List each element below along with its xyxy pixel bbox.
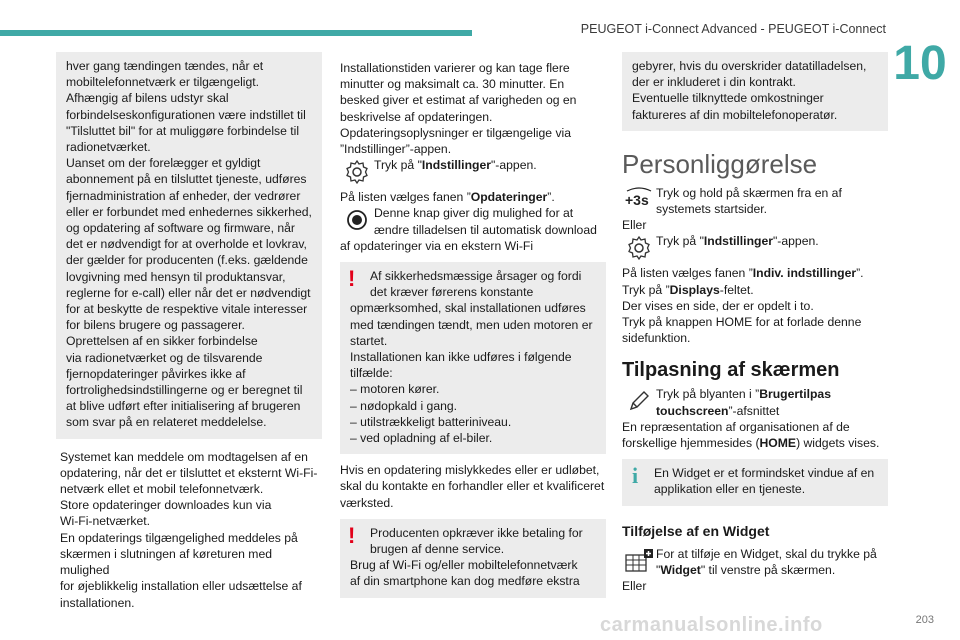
updates-tab-label: Opdateringer [470, 190, 548, 205]
text-line: – nødopkald i gang. [350, 398, 458, 413]
text-line: fjernopdateringer påvirkes ikke af [66, 366, 246, 381]
settings-app-label: Indstillinger [421, 158, 491, 173]
watermark: carmanualsonline.info [600, 614, 823, 636]
text-line: Store opdateringer downloades kun via [60, 498, 272, 513]
step-text: Tryk på " [374, 158, 422, 173]
text-line: Oprettelsen af en sikker forbindelse [66, 334, 258, 349]
page-number: 203 [915, 614, 934, 626]
privacy-info-box [56, 52, 322, 439]
home-label: HOME [759, 436, 797, 451]
text-line: mobiltelefonnetværk er tilgængeligt. [66, 75, 260, 90]
press-hold-text [656, 185, 888, 217]
representation-text [622, 419, 888, 435]
text-line: – utilstrækkeligt batteriniveau. [350, 414, 512, 429]
text-line: Systemet kan meddele om modtagelsen af en [60, 449, 308, 464]
text-line: gebyrer, hvis du overskrider datatilladelsen, [632, 59, 867, 73]
widget-step-row [622, 546, 888, 578]
text-line: – ved opladning af el-biler. [350, 431, 493, 446]
failure-text [340, 462, 606, 511]
heading-screen-customisation: Tilpasning af skærmen [622, 359, 840, 382]
press-hold-step-row [622, 185, 888, 217]
update-notice-text [56, 449, 322, 611]
updates-tab-line [340, 189, 606, 205]
text-line: som svar på en relateret meddelelse. [66, 415, 267, 430]
custom-tab-label: Indiv. indstillinger [752, 266, 857, 281]
text-line: brugen af denne service. [370, 542, 505, 557]
text-line: opdatering, når det er tilsluttet et eksternt Wi-Fi- [60, 465, 318, 480]
line-text: Tryk på ” [622, 282, 670, 297]
info-icon: i [632, 463, 639, 489]
text-line: Installationen kan ikke udføres i følgende [350, 350, 572, 365]
line-text: ) widgets vises. [796, 436, 880, 451]
column-2 [340, 60, 606, 598]
pencil-icon [622, 386, 656, 416]
displays-line [622, 282, 888, 298]
pencil-step-row [622, 386, 888, 418]
text-line: sidefunktion. [622, 331, 691, 346]
text-line: tilfælde: [350, 366, 393, 381]
text-line: Afhængig af bilens udstyr skal [66, 91, 229, 106]
text-line: ændre tilladelsen til automatisk download [374, 222, 597, 237]
text-line: abonnement på en tilsluttet tjeneste, udføres [66, 172, 307, 187]
radio-button-icon [340, 205, 374, 235]
split-page-text: Der vises en side, der er opdelt i to. [622, 298, 814, 313]
text-line: for øjeblikkelig installation eller udsættelse af [60, 579, 302, 594]
text-line: Opdateringsoplysninger er tilgængelige via [340, 125, 572, 140]
text-line: skal du kontakte en forhandler eller et kvalificeret [340, 479, 605, 494]
text-line: Uanset om der forelægger et gyldigt [66, 156, 261, 171]
text-line: Tryk på knappen HOME for at forlade denne [622, 315, 862, 330]
text-line: at blive udført efter initialisering af brugeren [66, 399, 301, 414]
text-line: for bilens brugere og passagerer. [66, 318, 245, 333]
warning-lead [348, 522, 596, 557]
column-3 [622, 52, 888, 594]
text-line: Eventuelle tilknyttede omkostninger [632, 91, 824, 106]
text-line: hver gang tændingen tændes, når et [66, 59, 264, 73]
text-line: der er inkluderet i din kontrakt. [632, 75, 796, 90]
warning-icon: ! [348, 266, 356, 292]
text-line: via radionetværket og de tilsvarende [66, 350, 263, 365]
text-line: det kræver førerens konstante [370, 285, 534, 300]
or-text: Eller [622, 579, 647, 594]
text-line: fjernadministration af enheder, der vedrører [66, 188, 301, 203]
text-line: forbindelseskonfigurationen være indstillet til [66, 107, 306, 122]
text-line: og opdatering af software og firmware, når [66, 221, 295, 236]
home-exit-text [622, 314, 888, 346]
text-line: Af sikkerhedsmæssige årsager og fordi [370, 269, 582, 284]
warning-body [350, 300, 596, 446]
step-text: Tryk på " [656, 234, 704, 249]
step-text: " [656, 562, 661, 577]
page-header-title: PEUGEOT i-Connect Advanced - PEUGEOT i-Connect [580, 22, 886, 36]
line-text: På listen vælges fanen ” [340, 190, 471, 205]
widget-grid-icon [622, 546, 656, 576]
text-line: der gælder for producenten (f.eks. gældende [66, 253, 308, 268]
chapter-number: 10 [893, 37, 947, 90]
text-line: Brug af Wi-Fi og/eller mobiltelefonnetværk [350, 558, 578, 573]
widget-info-box [622, 459, 888, 505]
customise-label: Brugertilpas [759, 387, 831, 402]
text-line: Denne knap giver dig mulighed for at [374, 206, 574, 221]
settings-gear-icon [340, 157, 374, 187]
text-line: eller er forbundet med enhedernes sikkerhed, [66, 204, 312, 219]
line-text: -feltet. [719, 282, 754, 297]
auto-download-tail: af opdateringer via en ekstern Wi-Fi [340, 238, 534, 253]
warning-icon: ! [348, 522, 356, 548]
step-text: "-appen. [490, 158, 537, 173]
heading-personalisation: Personliggørelse [622, 148, 818, 179]
line-text: forskellige hjemmesides ( [622, 436, 760, 451]
text-line: værksted. [340, 495, 394, 510]
custom-tab-line [622, 265, 888, 281]
text-line: lovgivning med hensyn til produktansvar, [66, 269, 286, 284]
or-text: Eller [622, 218, 647, 233]
text-line: med tændingen tændt, men uden motoren er [350, 317, 593, 332]
displays-label: Displays [669, 282, 720, 297]
svg-text:+3s: +3s [625, 191, 649, 208]
text-line: for at beskytte de respektive vitale interesser [66, 302, 308, 317]
text-line: En opdaterings tilgængelighed meddeles på [60, 530, 298, 545]
text-line: installationen. [60, 595, 135, 610]
line-text: ”. [547, 190, 555, 205]
step-text: " til venstre på skærmen. [700, 562, 836, 577]
text-line: systemets startsider. [656, 202, 768, 217]
step-text: ”-afsnittet [728, 403, 780, 418]
step-text: Tryk på blyanten i ” [656, 387, 760, 402]
cost-warning-box [340, 519, 606, 598]
text-line: opmærksomhed, skal installationen udføres [350, 301, 586, 316]
text-line: ”Indstillinger”-appen. [340, 142, 452, 157]
column-1 [56, 52, 322, 611]
text-line: skærmen i slutningen af køreturen med mulighed [60, 546, 273, 578]
text-line: minutter og maksimalt ca. 30 minutter. En [340, 77, 565, 92]
press-3s-icon [622, 185, 656, 215]
widget-label: Widget [660, 562, 701, 577]
line-text: På listen vælges fanen ” [622, 266, 753, 281]
text-line: startet. [350, 333, 388, 348]
text-line: Hvis en opdatering mislykkedes eller er udløbet, [340, 463, 600, 478]
header-accent-bar [0, 30, 472, 36]
text-line: netværk ellet et mobil telefonnetværk. [60, 482, 264, 497]
text-line: fortrolighedsindstillingerne og er beregnet til [66, 383, 303, 398]
text-line: Producenten opkræver ikke betaling for [370, 525, 583, 540]
text-line: af din smartphone kan dog medføre ekstra [350, 574, 580, 589]
line-text: ”. [856, 266, 864, 281]
settings-gear-icon [622, 233, 656, 263]
text-line: reglerne for e-call) eller når det er nødvendigt [66, 285, 311, 300]
text-line: "Tilsluttet bil" for at muliggøre forbindelse til [66, 123, 300, 138]
text-line: – motoren kører. [350, 382, 440, 397]
text-line: Tryk og hold på skærmen fra en af [656, 185, 842, 200]
warning-body [350, 557, 596, 589]
heading-add-widget: Tilføjelse af en Widget [622, 522, 770, 539]
text-line: beskrivelse af opdateringen. [340, 109, 493, 124]
warning-lead [350, 268, 596, 300]
text-line: Installationstiden varierer og kan tage flere [340, 61, 570, 75]
text-line: det er nødvendigt for at overholde et lovkrav, [66, 237, 307, 252]
text-line: radionetværket. [66, 140, 151, 155]
safety-warning-box [340, 262, 606, 454]
representation-last [622, 435, 888, 451]
step-text: "-appen. [772, 234, 819, 249]
text-line: faktureres af din mobiltelefonoperatør. [632, 107, 838, 122]
text-line: applikation eller en tjeneste. [654, 482, 806, 497]
settings-step-row [340, 157, 606, 187]
settings-step-row [622, 233, 888, 263]
auto-download-text [374, 205, 606, 237]
install-duration-text [340, 60, 606, 157]
text-line: besked giver et estimat af varigheden og en [340, 93, 577, 108]
touchscreen-label: touchscreen [656, 403, 729, 418]
settings-app-label: Indstillinger [703, 234, 773, 249]
cost-continuation-box [622, 52, 888, 131]
step-text: For at tilføje en Widget, skal du trykke på [656, 546, 877, 561]
info-text [632, 465, 878, 497]
text-line: Wi-Fi-netværket. [60, 514, 151, 529]
text-line: En repræsentation af organisationen af de [622, 419, 850, 434]
text-line: En Widget er et formindsket vindue af en [654, 466, 875, 481]
auto-download-step-row [340, 205, 606, 237]
